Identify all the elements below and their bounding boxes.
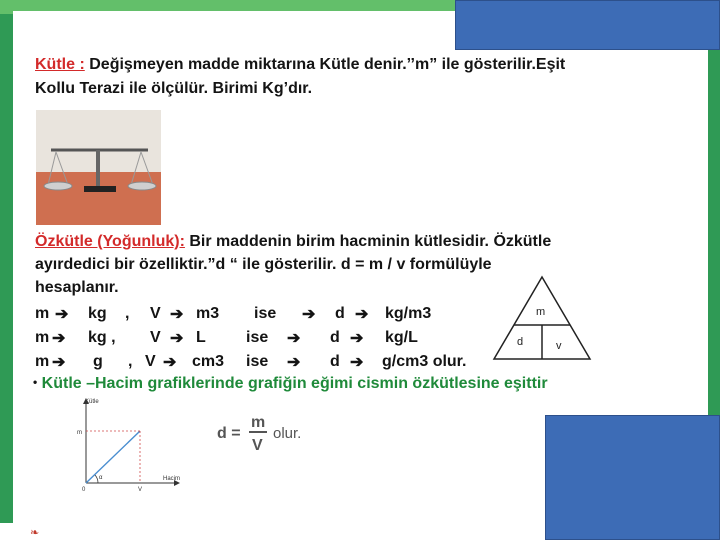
arrow-icon: ➔ <box>287 330 301 347</box>
kutle-definition-line1 <box>35 56 565 74</box>
unit-ise: ise <box>246 329 269 346</box>
unit-d-value: kg/L <box>385 329 418 346</box>
unit-m-symbol: m <box>35 305 50 322</box>
graph-angle: α <box>99 475 103 481</box>
triangle-d: d <box>517 336 524 348</box>
unit-v-symbol: V <box>145 353 156 370</box>
bullet-line <box>33 375 548 393</box>
mass-volume-graph <box>72 395 192 495</box>
formula-suffix: olur. <box>273 425 302 442</box>
ozkutle-definition-text: Bir maddenin birim hacminin kütlesidir. Özkütle <box>189 233 552 250</box>
graph-x-label: Hacim <box>163 476 181 482</box>
comma-separator: , <box>125 305 130 322</box>
triangle-v: v <box>556 340 562 352</box>
ozkutle-line2: ayırdedici bir özelliktir.”d “ ile gösterilir. d = m / v formülüyle <box>35 256 492 273</box>
formula-denominator: V <box>252 437 263 454</box>
unit-v-value: cm3 <box>192 353 225 370</box>
unit-d-value: kg/m3 <box>385 305 432 322</box>
graph-y-label: Kütle <box>85 399 99 405</box>
graph-origin: 0 <box>82 487 86 493</box>
arrow-icon: ➔ <box>170 330 184 347</box>
arrow-icon: ➔ <box>350 354 364 371</box>
unit-v-symbol: V <box>150 329 161 346</box>
unit-ise: ise <box>254 305 277 322</box>
unit-m-value: kg , <box>88 329 116 346</box>
unit-v-value: L <box>196 329 206 346</box>
arrow-icon: ➔ <box>350 330 364 347</box>
unit-ise: ise <box>246 353 269 370</box>
kutle-heading: Kütle : <box>35 56 85 73</box>
unit-v-symbol: V <box>150 305 161 322</box>
unit-d-symbol: d <box>335 305 345 322</box>
ozkutle-line3: hesaplanır. <box>35 279 119 296</box>
comma-separator: , <box>128 353 133 370</box>
balance-scale-photo <box>36 110 161 225</box>
unit-m-symbol: m <box>35 329 50 346</box>
unit-m-value: kg <box>88 305 107 322</box>
arrow-icon: ➔ <box>355 306 369 323</box>
ozkutle-line1 <box>35 233 551 251</box>
unit-v-value: m3 <box>196 305 220 322</box>
blue-box-bottom-right <box>545 415 720 540</box>
balance-scale-icon <box>36 110 161 225</box>
arrow-icon: ➔ <box>163 354 177 371</box>
blue-box-top-right <box>455 0 720 50</box>
unit-d-symbol: d <box>330 353 340 370</box>
unit-m-value: g <box>93 353 103 370</box>
footer-logo-icon: ❧ <box>30 527 40 539</box>
density-triangle <box>492 275 592 361</box>
ozkutle-heading: Özkütle (Yoğunluk): <box>35 233 185 250</box>
unit-d-symbol: d <box>330 329 340 346</box>
density-formula <box>215 408 325 458</box>
slope-statement: Kütle –Hacim grafiklerinde grafiğin eğimi cismin özkütlesine eşittir <box>41 375 548 392</box>
unit-m-symbol: m <box>35 353 50 370</box>
arrow-icon: ➔ <box>170 306 184 323</box>
formula-lhs: d = <box>217 425 241 442</box>
kutle-definition-text: Değişmeyen madde miktarına Kütle denir.’’m” ile gösterilir.Eşit <box>89 56 566 73</box>
arrow-icon: ➔ <box>55 306 69 323</box>
arrow-icon: ➔ <box>52 354 66 371</box>
arrow-icon: ➔ <box>302 306 316 323</box>
unit-d-value: g/cm3 olur. <box>382 353 467 370</box>
arrow-icon: ➔ <box>287 354 301 371</box>
kutle-definition-line2: Kollu Terazi ile ölçülür. Birimi Kg’dır. <box>35 80 313 97</box>
graph-m-tick: m <box>77 430 82 436</box>
formula-numerator: m <box>251 414 266 431</box>
graph-v-tick: V <box>138 487 143 493</box>
triangle-m: m <box>536 306 546 318</box>
arrow-icon: ➔ <box>52 330 66 347</box>
bullet-icon: • <box>33 375 38 389</box>
